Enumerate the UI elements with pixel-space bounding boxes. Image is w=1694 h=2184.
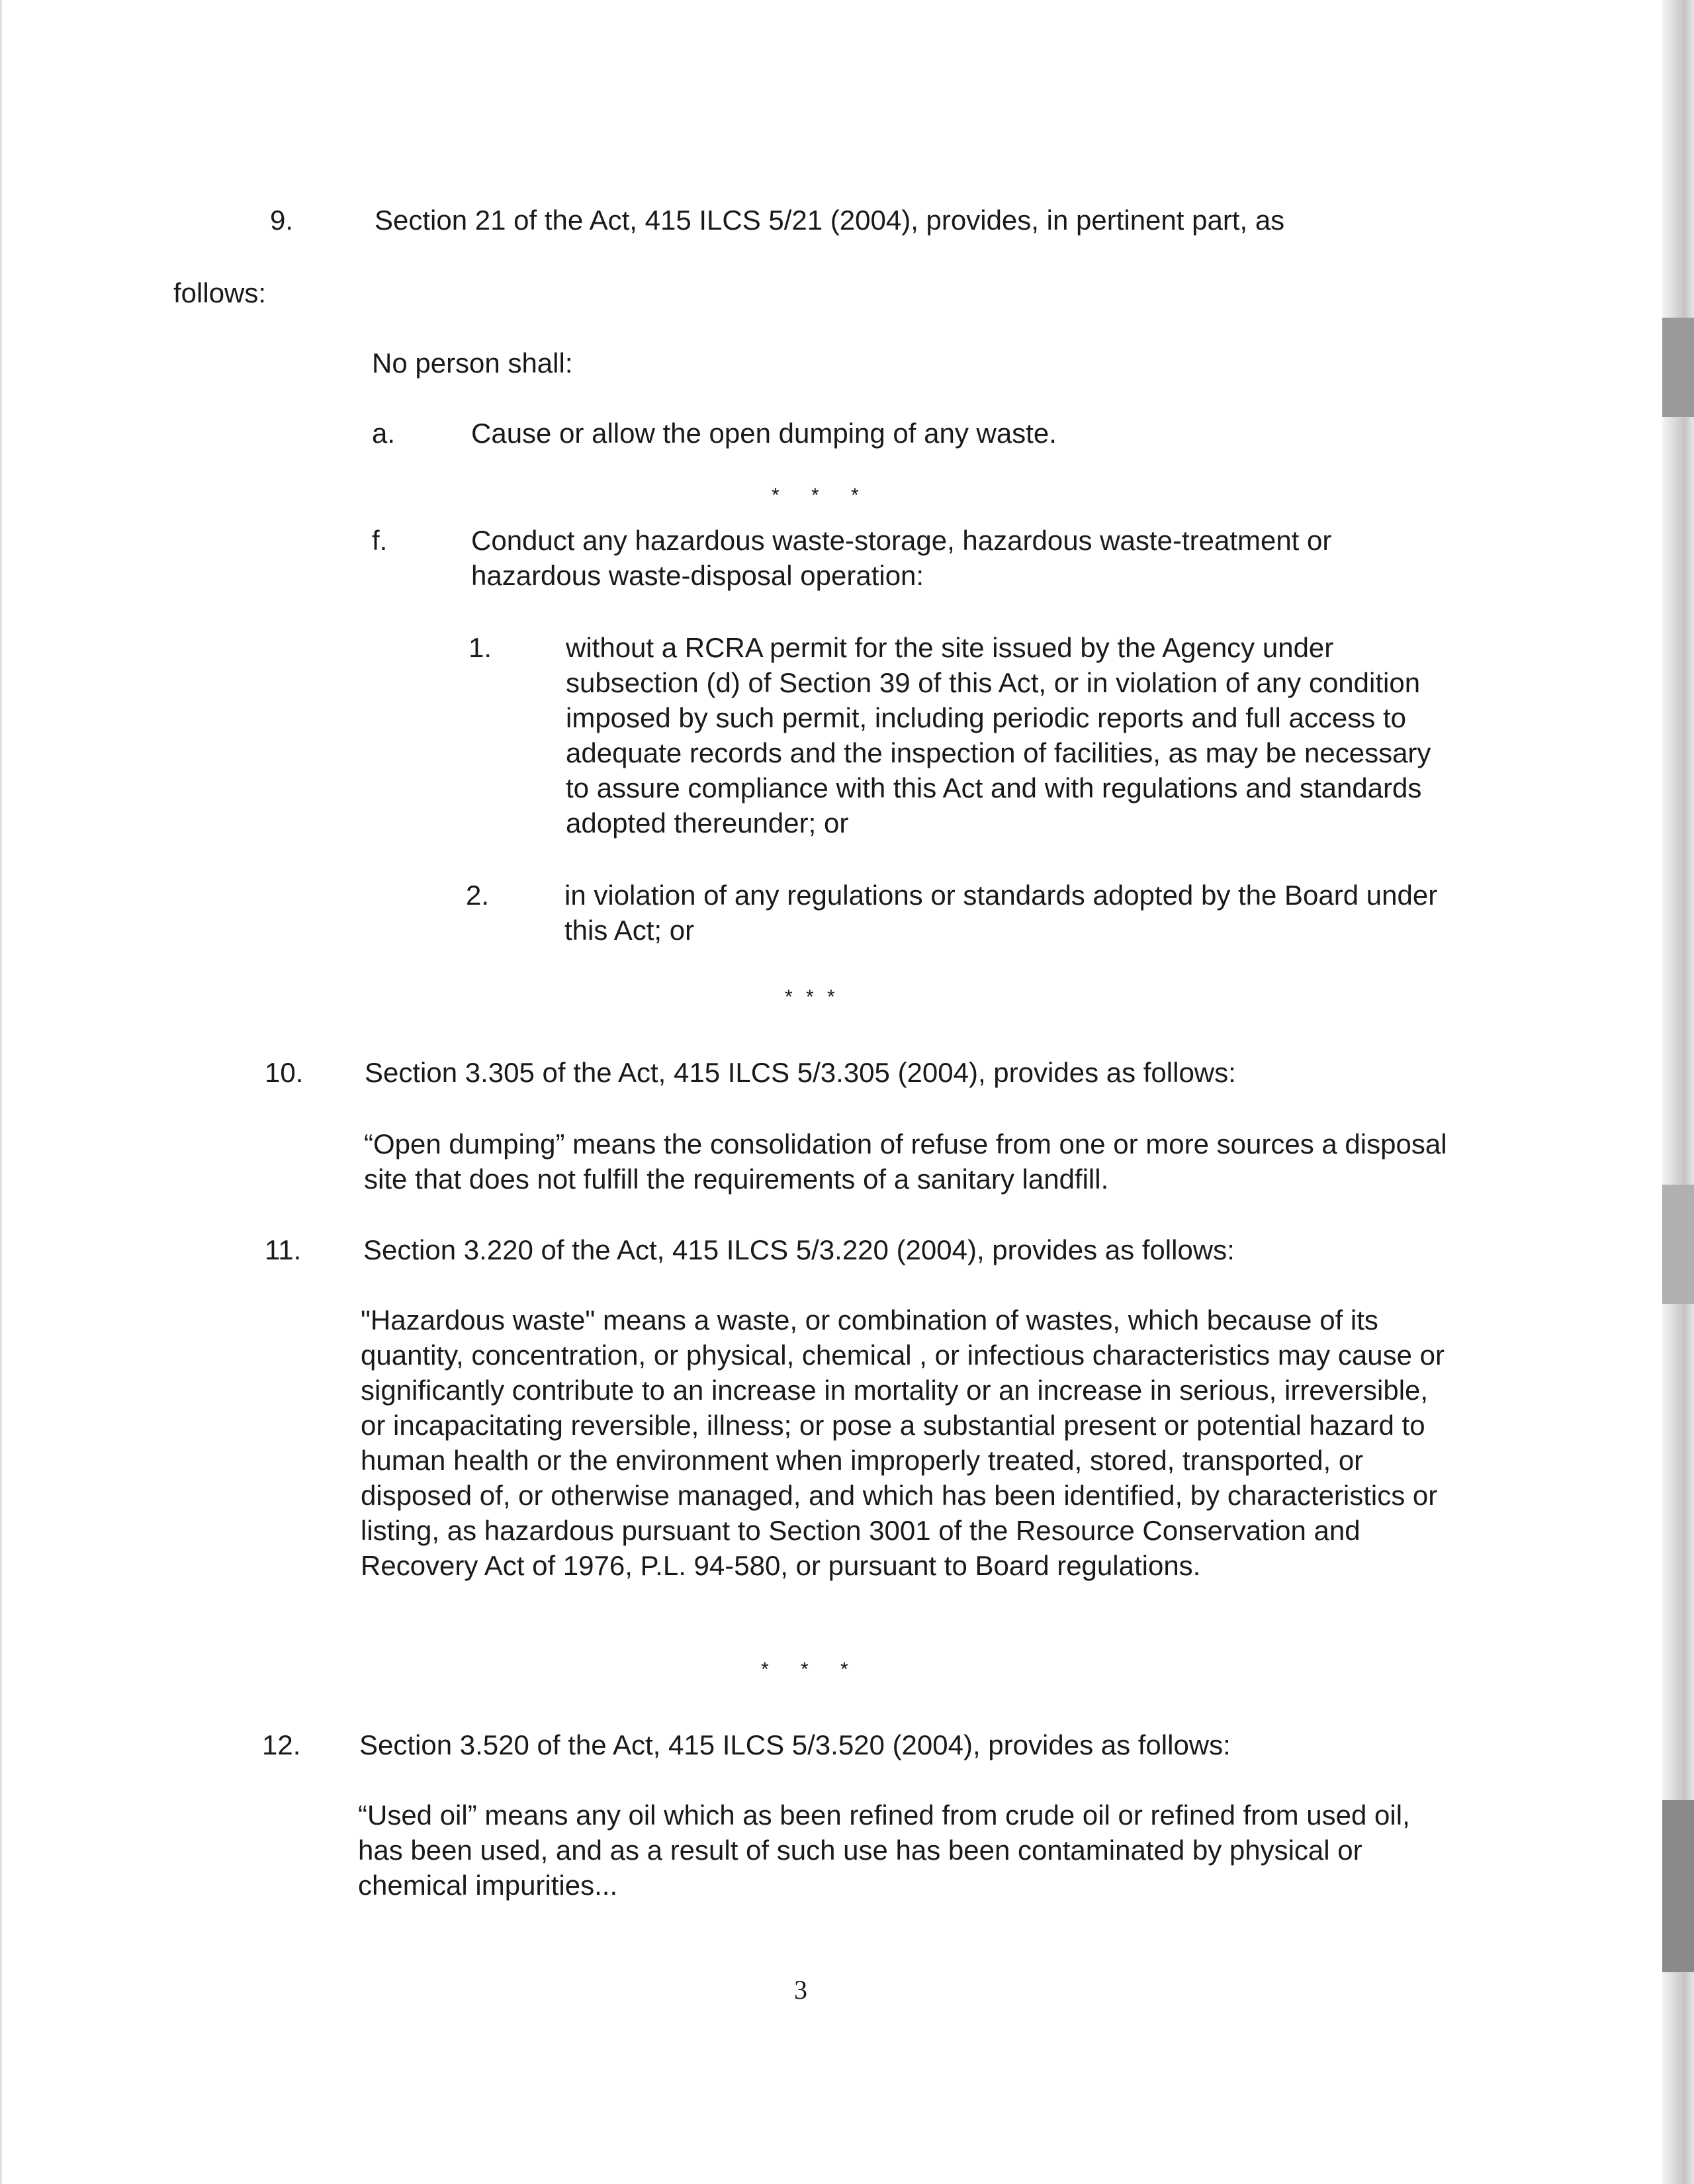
para11-quote: "Hazardous waste" means a waste, or combination of wastes, which because of its quantity, concentration, or physical, chemical , or infectious characteristics may cause or significantly contribute to an increase in mortality or an increase in serious, irreversible, or incapacitating reversible, illness; or pose a substantial present or potential hazard to human health or the environment when improperly treated, stored, transported, or disposed of, or otherwise managed, and which has been identified, by characteristics or listing, as hazardous pursuant to Section 3001 of the Resource Conservation and Recovery Act of 1976, P.L. 94-580, or pursuant to Board regulations. bbox=[361, 1304, 1445, 1581]
para9-line2: follows: bbox=[173, 277, 267, 308]
para12-number: 12. bbox=[262, 1729, 301, 1760]
para11-number: 11. bbox=[265, 1234, 302, 1265]
para10-number: 10. bbox=[265, 1057, 304, 1088]
para10-heading: Section 3.305 of the Act, 415 ILCS 5/3.305 (2004), provides as follows: bbox=[365, 1057, 1236, 1088]
para12-heading: Section 3.520 of the Act, 415 ILCS 5/3.520 (2004), provides as follows: bbox=[359, 1729, 1231, 1760]
para11-heading: Section 3.220 of the Act, 415 ILCS 5/3.220 (2004), provides as follows: bbox=[363, 1234, 1235, 1265]
item-a-label: a. bbox=[372, 418, 396, 449]
para9-line1: Section 21 of the Act, 415 ILCS 5/21 (2004), provides, in pertinent part, as bbox=[375, 205, 1285, 236]
sub-item-2-text: in violation of any regulations or standards adopted by the Board under this Act; or bbox=[564, 880, 1438, 946]
para9-intro: No person shall: bbox=[372, 347, 573, 379]
sub-item-1-label: 1. bbox=[468, 632, 492, 663]
item-f-text: Conduct any hazardous waste-storage, hazardous waste-treatment or hazardous waste-disposal operation: bbox=[471, 525, 1332, 591]
page-number: 3 bbox=[794, 1975, 807, 2005]
sub-item-2-label: 2. bbox=[466, 880, 490, 911]
scan-edge-band bbox=[1662, 1800, 1694, 1972]
item-a-text: Cause or allow the open dumping of any waste. bbox=[471, 418, 1057, 449]
sub-item-1-text: without a RCRA permit for the site issued by the Agency under subsection (d) of Section 39 of this Act, or in violation of any condition imposed by such permit, including periodic reports and full access to adequate records and the inspection of facilities, as may be necessary to assure compliance with this Act and with regulations and standards adopted thereunder; or bbox=[566, 632, 1431, 839]
para12-quote: “Used oil” means any oil which as been refined from crude oil or refined from used oil, has been used, and as a result of such use has been contaminated by physical or chemical impurities... bbox=[358, 1799, 1410, 1901]
section-break-stars: * * * bbox=[761, 1659, 862, 1680]
section-break-stars: * * * bbox=[785, 986, 839, 1008]
para9-number: 9. bbox=[270, 205, 294, 236]
scan-edge-band bbox=[1662, 318, 1694, 417]
scan-edge-band bbox=[1662, 1185, 1694, 1304]
scan-edge-left bbox=[0, 0, 2, 2184]
item-f-label: f. bbox=[372, 525, 388, 556]
para10-quote: “Open dumping” means the consolidation of refuse from one or more sources a disposal site that does not fulfill the requirements of a sanitary landfill. bbox=[364, 1128, 1447, 1195]
section-break-stars: * * * bbox=[772, 484, 872, 506]
